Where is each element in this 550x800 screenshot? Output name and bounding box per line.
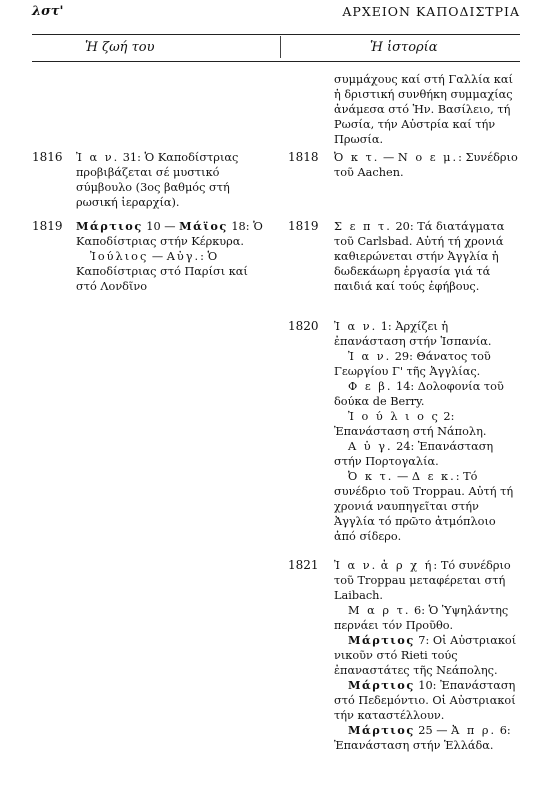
year-1818: 1818 xyxy=(288,150,319,164)
left-column-title: Ἡ ζωή του xyxy=(85,40,155,55)
right-column-title: Ἡ ἱστορία xyxy=(370,40,438,55)
year-1819-life: 1819 xyxy=(32,219,63,233)
life-entry-1816: Ἰ α ν. 31: Ὁ Καποδίστριας προβιβάζεται σέ μυστικό σύμβουλο (3ος βαθμός στή ρωσική ἱεραρχία). xyxy=(76,151,239,209)
year-1819-history: 1819 xyxy=(288,219,319,233)
history-entry-1820: Ἰ α ν. 1: Ἀρχίζει ἡ ἐπανάσταση στήν Ἱσπανία. Ἰ α ν. 29: Θάνατος τοῦ Γεωργίου Γ' τῆς Ἀγγλίας. Φ ε β. 14: Δολοφονία τοῦ δούκα de Berry. Ἰ ο ύ λ ι ο ς 2: Ἐπανάσταση στή Νάπολη. Α ὐ γ. 24: Ἐπανάσταση στήν Πορτογαλία. Ὀ κ τ. — Δ ε κ.: Τό συνέδριο τοῦ Troppau. Αὐτή τή χρονιά ναυπηγεῖται στήν Ἀγγλία τό πρῶτο ἀτμόπλοιο ἀπό σίδερο. xyxy=(334,320,514,543)
history-entry-1818: Ὀ κ τ. — Ν ο ε μ.: Συνέδριο τοῦ Aachen. xyxy=(334,151,518,179)
history-entry-1821: Ἰ α ν. ἀ ρ χ ή: Τό συνέδριο τοῦ Troppau μεταφέρεται στή Laibach. Μ α ρ τ. 6: Ὁ Ὑψηλάντης περνάει τόν Προῦθο. Μάρτιος 7: Οἱ Αὐστριακοί νικοῦν στό Rieti τούς ἐπαναστάτες τῆς Νεάπολης. Μάρτιος 10: Ἐπανάσταση στό Πεδεμόντιο. Οἱ Αὐστριακοί τήν καταστέλλουν. Μάρτιος 25 — Ἀ π ρ. 6: Ἐπανάσταση στήν Ἑλλάδα. xyxy=(334,559,517,752)
history-continuation: συμμάχους καί στή Γαλλία καί ἡ δριστική συνθήκη συμμαχίας ἀνάμεσα στό Ἡν. Βασίλειο, τή Ρωσία, τήν Αὐστρία καί τήν Πρωσία. xyxy=(334,73,513,146)
year-1821: 1821 xyxy=(288,558,319,572)
header-rule-bottom xyxy=(32,61,520,62)
column-title-divider xyxy=(280,36,281,58)
running-title: ΑΡΧΕΙΟΝ ΚΑΠΟΔΙΣΤΡΙΑ xyxy=(342,4,520,19)
page-number: λστ' xyxy=(32,4,64,19)
history-entry-1819: Σ ε π τ. 20: Τά διατάγματα τοῦ Carlsbad. Αὐτή τή χρονιά καθιερώνεται στήν Ἀγγλία ἡ δωδεκάωρη ἐργασία γιά τά παιδιά καί τούς ἐφήβους. xyxy=(334,220,505,293)
page-header xyxy=(32,4,520,24)
year-1820: 1820 xyxy=(288,319,319,333)
year-1816: 1816 xyxy=(32,150,63,164)
header-rule-top xyxy=(32,34,520,35)
life-entry-1819: Μάρτιος 10 — Μάϊος 18: Ὁ Καποδίστριας στήν Κέρκυρα. Ἰούλιος — Αὐγ.: Ὁ Καποδίστριας στό Παρίσι καί στό Λονδῖνο xyxy=(76,219,263,293)
